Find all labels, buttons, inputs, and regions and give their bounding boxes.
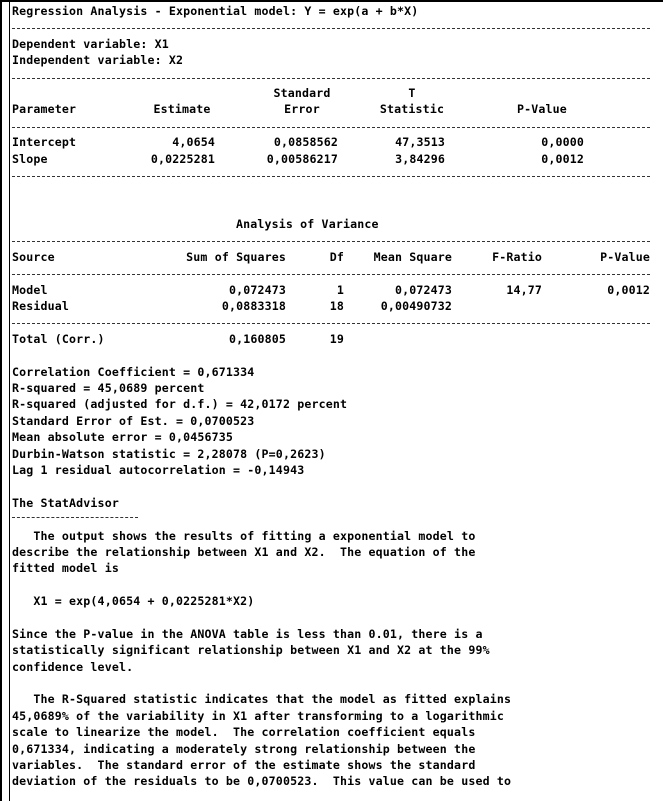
coef-header-statistic: Statistic [379,102,445,117]
row-pvalue: 0,0000 [541,135,584,150]
coef-header-pvalue: P-Value [517,102,567,117]
anova-source: Model [12,282,48,297]
anova-df: 18 [329,299,344,314]
advisor-text-line: 45,0689% of the variability in X1 after transforming to a logarithmic [12,708,504,723]
anova-source: Residual [12,299,70,314]
separator [12,232,663,248]
coef-header-t-top: T [408,85,416,100]
anova-ss: 0,072473 [228,282,286,297]
coef-header-stderr-top: Standard [273,85,331,100]
advisor-text-line: The output shows the results of fitting a exponential model to [12,528,476,543]
anova-ms: 0,00490732 [380,299,452,314]
coef-header-top [12,85,663,101]
advisor-text-line: deviation of the residuals to be 0,0700523. This value can be used to [12,774,512,789]
separator [12,314,663,330]
anova-total-ss: 0,160805 [228,331,286,346]
anova-title-row [12,216,663,232]
stat-line: Durbin-Watson statistic = 2,28078 (P=0,2623) [12,446,326,461]
dependent-variable: Dependent variable: X1 [12,36,169,51]
separator [12,265,663,281]
anova-total-source: Total (Corr.) [12,331,105,346]
table-row [12,298,663,314]
row-tstat: 47,3513 [395,135,445,150]
advisor-text-line: describe the relationship between X1 and X2. The equation of the [12,544,476,559]
advisor-text-line: confidence level. [12,659,134,674]
blank-line [12,609,663,625]
pane-border-line [9,0,10,801]
row-tstat: 3,84296 [395,151,445,166]
statadvisor-underline [12,511,663,527]
table-row [12,151,663,167]
row-stderr: 0,00586217 [266,151,338,166]
separator [12,69,663,85]
blank-line [12,577,663,593]
stat-line: Lag 1 residual autocorrelation = -0,14943 [12,462,305,477]
anova-title: Analysis of Variance [236,217,379,232]
anova-header-ss: Sum of Squares [186,249,286,264]
stat-line: Correlation Coefficient = 0,671334 [12,364,255,379]
separator [12,118,663,134]
stat-line: Standard Error of Est. = 0,0700523 [12,413,255,428]
anova-header-source: Source [12,249,55,264]
anova-df: 1 [336,282,344,297]
anova-p: 0,0012 [607,282,650,297]
anova-ss: 0,0883318 [221,299,286,314]
regression-output [12,3,663,790]
anova-header-ms: Mean Square [373,249,452,264]
analysis-title: Regression Analysis - Exponential model: Y = exp(a + b*X) [12,4,419,18]
blank-line [12,200,663,216]
anova-total-df: 19 [329,331,344,346]
anova-header [12,249,663,265]
advisor-text-line: variables. The standard error of the estimate shows the standard [12,757,476,772]
fitted-equation: X1 = exp(4,0654 + 0,0225281*X2) [12,594,255,609]
anova-header-f: F-Ratio [492,249,542,264]
blank-line [12,478,663,494]
coef-header-error: Error [284,102,320,117]
anova-header-df: Df [329,249,344,264]
row-estimate: 0,0225281 [150,151,215,166]
row-stderr: 0,0858562 [273,135,338,150]
stat-line: Mean absolute error = 0,0456735 [12,430,234,445]
advisor-text-line: fitted model is [12,561,119,576]
blank-line [12,347,663,363]
anova-ms: 0,072473 [394,282,452,297]
statadvisor-title: The StatAdvisor [12,495,119,510]
row-parameter: Slope [12,151,48,166]
table-row [12,331,663,347]
row-pvalue: 0,0012 [541,151,584,166]
coef-header-estimate: Estimate [153,102,211,117]
stat-line: R-squared = 45,0689 percent [12,380,205,395]
coef-header [12,101,663,117]
coef-header-parameter: Parameter [12,102,77,117]
advisor-text-line: statistically significant relationship between X1 and X2 at the 99% [12,643,490,658]
advisor-text-line: 0,671334, indicating a moderately strong relationship between the [12,741,476,756]
separator [12,19,663,35]
separator [12,167,663,183]
row-estimate: 4,0654 [172,135,215,150]
table-row [12,282,663,298]
blank-line [12,183,663,199]
independent-variable: Independent variable: X2 [12,53,184,68]
advisor-text-line: scale to linearize the model. The correlation coefficient equals [12,725,476,740]
anova-header-p: P-Value [600,249,650,264]
table-row [12,134,663,150]
advisor-text-line: The R-Squared statistic indicates that the model as fitted explains [12,692,512,707]
advisor-text-line: Since the P-value in the ANOVA table is less than 0.01, there is a [12,626,483,641]
stat-line: R-squared (adjusted for d.f.) = 42,0172 percent [12,397,348,412]
blank-line [12,675,663,691]
anova-f: 14,77 [506,282,542,297]
row-parameter: Intercept [12,135,77,150]
